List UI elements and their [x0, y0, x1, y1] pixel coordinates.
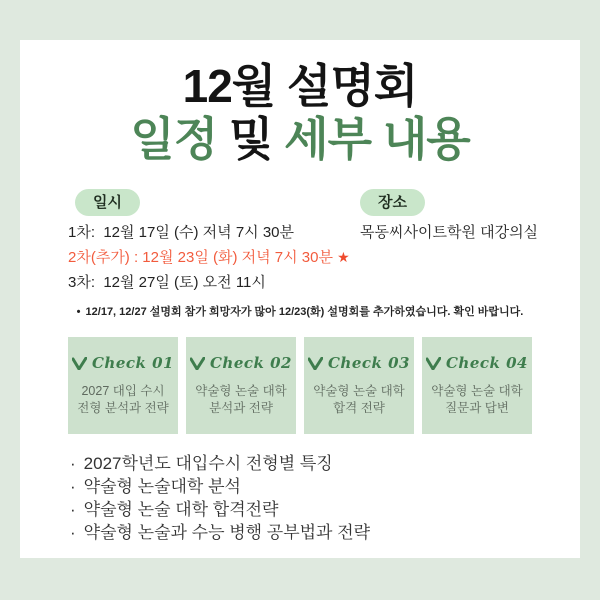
check-card-1-label: Check 01 — [91, 354, 174, 372]
check-cards — [68, 337, 532, 434]
title-line2 — [20, 113, 580, 166]
location-name: 목동씨사이트학원 대강의실 — [360, 224, 539, 241]
check-card-4-head — [422, 354, 532, 372]
check-card-1-desc-line2: 전형 분석과 전략 — [77, 401, 169, 415]
notice-text: 12/17, 12/27 설명회 참가 희망자가 많아 12/23(화) 설명회를 추가하였습니다. 확인 바랍니다. — [85, 306, 524, 318]
detail-item-1-text: 2027학년도 대입수시 전형별 특징 — [83, 454, 333, 473]
check-card-4-label: Check 04 — [445, 354, 528, 372]
check-card-3-head — [304, 354, 414, 372]
check-card-2-head — [186, 354, 296, 372]
detail-item-4-text: 약술형 논술과 수능 병행 공부법과 전략 — [83, 523, 371, 542]
check-card-2-label: Check 02 — [209, 354, 292, 372]
title-line1: 12월 설명회 — [182, 60, 418, 112]
poster-card — [20, 40, 580, 558]
star-icon: ★ — [337, 249, 350, 265]
check-card-2 — [186, 337, 296, 434]
check-card-4-desc-line2: 질문과 답변 — [445, 401, 509, 415]
detail-item-2-text: 약술형 논술대학 분석 — [83, 477, 241, 496]
check-card-4-desc — [422, 383, 532, 417]
check-card-3 — [304, 337, 414, 434]
place-badge: 장소 — [360, 189, 425, 216]
check-icon — [308, 357, 323, 370]
detail-item-3 — [70, 498, 370, 521]
check-card-1-desc — [68, 383, 178, 417]
schedule-item-2-text: 2차(추가) : 12월 23일 (화) 저녁 7시 30분 — [68, 249, 338, 266]
page-title — [20, 60, 580, 166]
check-card-3-desc-line2: 합격 전략 — [333, 401, 385, 415]
check-card-3-desc — [304, 383, 414, 417]
middot-icon: · — [70, 454, 76, 473]
check-card-2-desc-line2: 분석과 전략 — [209, 401, 273, 415]
check-card-4 — [422, 337, 532, 434]
detail-item-1 — [70, 452, 370, 475]
check-card-4-desc-line1: 약술형 논술 대학 — [431, 384, 523, 398]
schedule-item-3: 3차: 12월 27일 (토) 오전 11시 — [68, 274, 266, 291]
check-icon — [426, 357, 441, 370]
middot-icon: · — [70, 477, 76, 496]
check-card-2-desc — [186, 383, 296, 417]
schedule-item-1: 1차: 12월 17일 (수) 저녁 7시 30분 — [68, 224, 294, 241]
check-icon — [190, 357, 205, 370]
check-card-2-desc-line1: 약술형 논술 대학 — [195, 384, 287, 398]
title-line2-details: 세부 내용 — [284, 113, 470, 165]
detail-item-2 — [70, 475, 370, 498]
middot-icon: · — [70, 523, 76, 542]
check-card-1 — [68, 337, 178, 434]
title-line2-and: 및 — [217, 113, 285, 165]
check-icon — [72, 357, 87, 370]
check-card-3-label: Check 03 — [327, 354, 410, 372]
details-list — [70, 452, 370, 544]
schedule-item-2-added — [68, 245, 350, 270]
title-line2-schedule: 일정 — [130, 113, 218, 165]
check-card-1-head — [68, 354, 178, 372]
check-card-3-desc-line1: 약술형 논술 대학 — [313, 384, 405, 398]
detail-item-3-text: 약술형 논술 대학 합격전략 — [83, 500, 279, 519]
schedule-list — [68, 220, 350, 295]
check-card-1-desc-line1: 2027 대입 수시 — [81, 384, 165, 398]
notice-line — [20, 303, 580, 319]
detail-item-4 — [70, 521, 370, 544]
bullet-icon: • — [76, 306, 81, 318]
datetime-badge: 일시 — [75, 189, 140, 216]
middot-icon: · — [70, 500, 76, 519]
